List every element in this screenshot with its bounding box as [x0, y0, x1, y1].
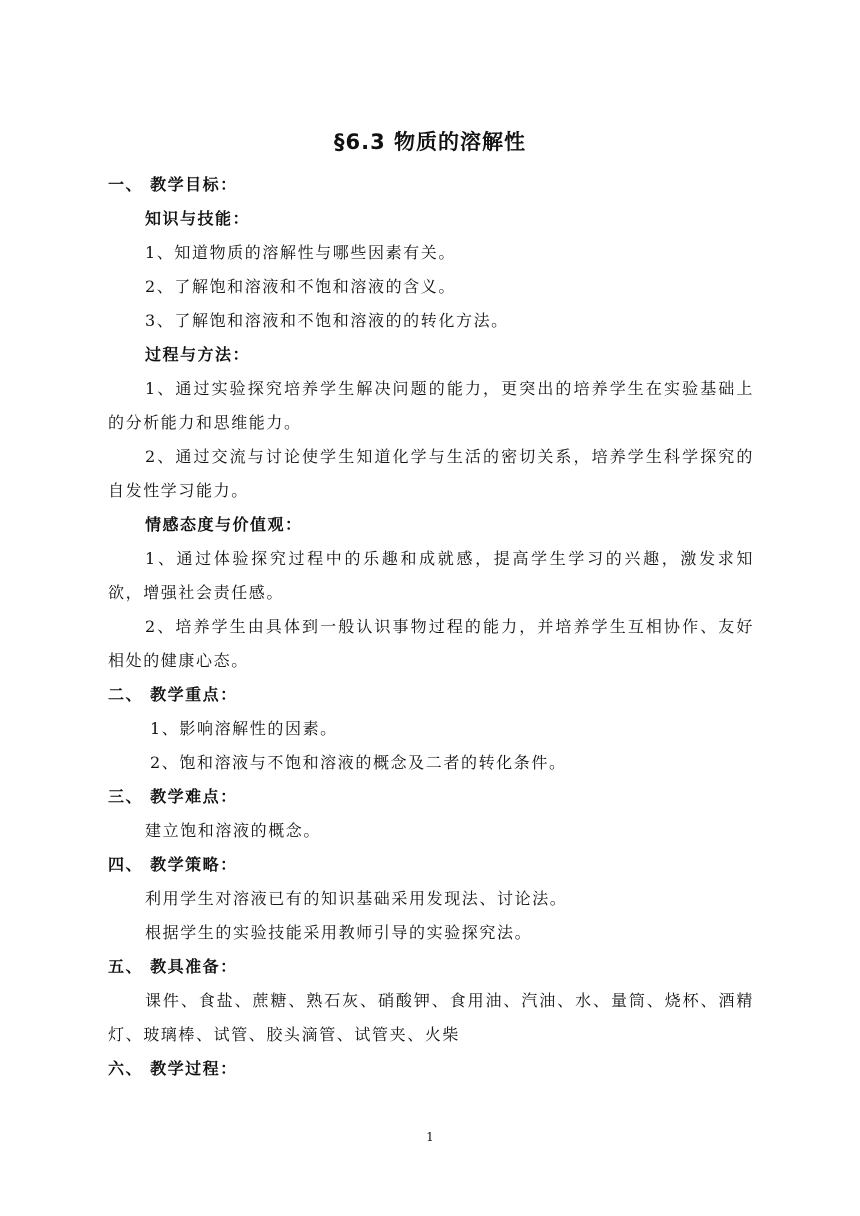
section-heading-difficulties: 三、 教学难点：: [108, 787, 238, 806]
list-item: 建立饱和溶液的概念。: [145, 821, 322, 840]
document-title: §6.3 物质的溶解性: [333, 130, 526, 154]
list-item: 根据学生的实验技能采用教师引导的实验探究法。: [145, 923, 533, 942]
section-heading-strategy: 四、 教学策略：: [108, 855, 238, 874]
subheading-knowledge: 知识与技能：: [145, 209, 251, 228]
section-heading-process: 六、 教学过程：: [108, 1059, 238, 1078]
section-heading-key-points: 二、 教学重点：: [108, 685, 238, 704]
subheading-emotion: 情感态度与价值观：: [145, 515, 303, 534]
subheading-process: 过程与方法：: [145, 345, 251, 364]
paragraph: 1、通过体验探究过程中的乐趣和成就感，提高学生学习的兴趣，激发求知欲，增强社会责任感。: [108, 549, 754, 602]
paragraph: 2、通过交流与讨论使学生知道化学与生活的密切关系，培养学生科学探究的自发性学习能力。: [108, 447, 754, 500]
list-item: 利用学生对溶液已有的知识基础采用发现法、讨论法。: [145, 889, 568, 908]
paragraph: 2、培养学生由具体到一般认识事物过程的能力，并培养学生互相协作、友好相处的健康心态。: [108, 617, 754, 670]
page-number: 1: [426, 1130, 434, 1144]
paragraph: 1、通过实验探究培养学生解决问题的能力，更突出的培养学生在实验基础上的分析能力和思维能力。: [108, 379, 754, 432]
list-item: 2、饱和溶液与不饱和溶液的概念及二者的转化条件。: [150, 753, 567, 772]
section-heading-materials: 五、 教具准备：: [108, 957, 238, 976]
section-heading-objectives: 一、 教学目标：: [108, 175, 238, 194]
document-body: [108, 168, 754, 1086]
list-item: 3、了解饱和溶液和不饱和溶液的的转化方法。: [145, 311, 509, 330]
list-item: 1、知道物质的溶解性与哪些因素有关。: [145, 243, 456, 262]
list-item: 1、影响溶解性的因素。: [150, 719, 338, 738]
paragraph: 课件、食盐、蔗糖、熟石灰、硝酸钾、食用油、汽油、水、量筒、烧杯、酒精灯、玻璃棒、试管、胶头滴管、试管夹、火柴: [108, 991, 754, 1044]
list-item: 2、了解饱和溶液和不饱和溶液的含义。: [145, 277, 456, 296]
